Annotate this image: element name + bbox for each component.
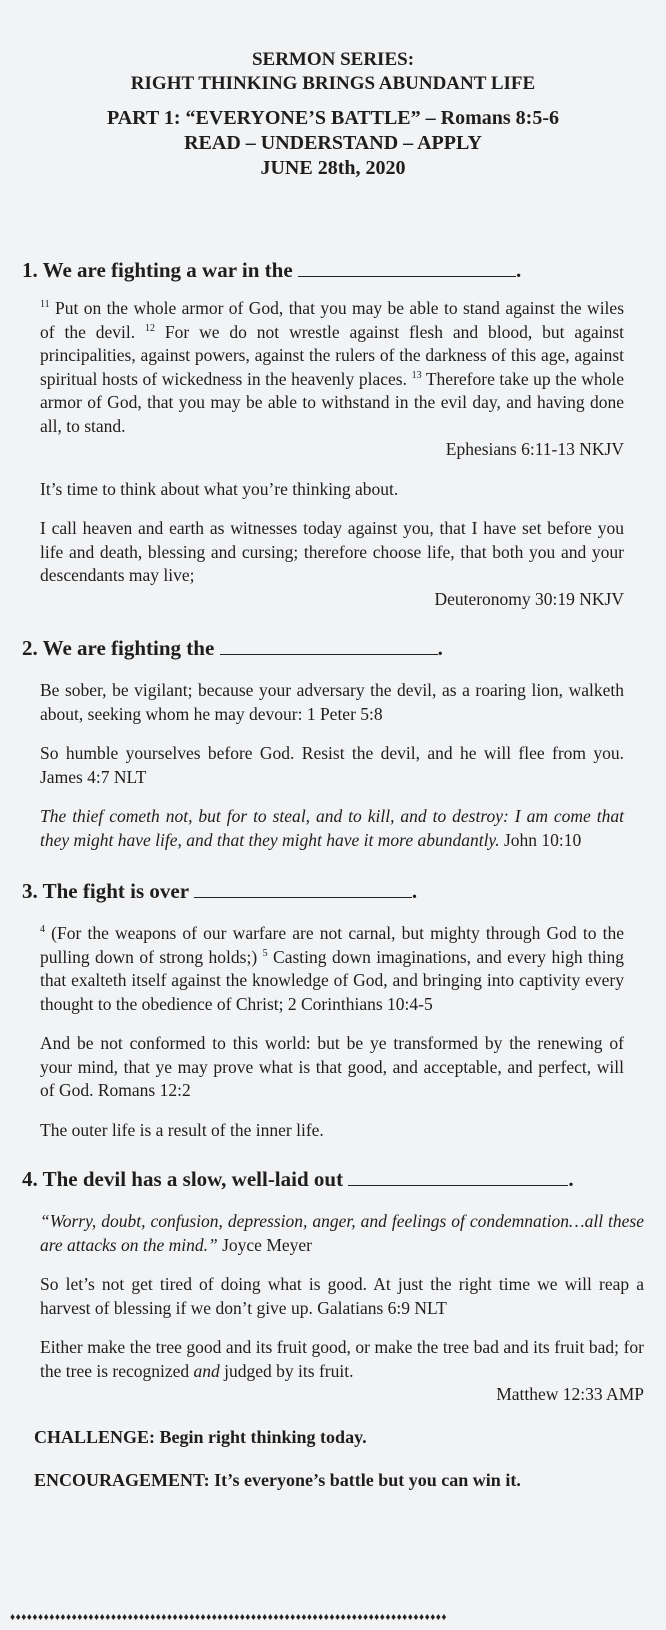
section-2-body — [0, 679, 666, 852]
scripture-paragraph: $^4$ (For the weapons of our warfare are not carnal, but mighty through God to the pulling down of strong holds;) $^5$ Casting down imaginations, and every high thing that exalteth itself against the knowledge of God, and bringing into captivity every thought to the obedience of Christ; 2 Corinthians 10:4-5 — [40, 923, 624, 1014]
section-1 — [0, 257, 666, 283]
verse-number: 13 — [411, 369, 422, 381]
verse-number: 11 — [40, 299, 50, 311]
verse-number: 12 — [145, 322, 156, 334]
scripture-paragraph: So humble yourselves before God. Resist the devil, and he will flee from you. James 4:7 NLT — [40, 743, 624, 787]
fill-in-blank[interactable] — [348, 1167, 568, 1186]
body-paragraph: It’s time to think about what you’re thinking about. — [40, 478, 399, 499]
section-heading: 3. The fight is over . — [22, 879, 418, 903]
section-2 — [0, 635, 666, 661]
section-4-body — [0, 1210, 666, 1407]
series-label: SERMON SERIES: — [251, 49, 415, 70]
body-paragraph: The outer life is a result of the inner life. — [40, 1119, 324, 1140]
scripture-paragraph: The thief cometh not, but for to steal, and to kill, and to destroy: I am come that they might have life, and that they might have it more abundantly. John 10:10 — [40, 806, 624, 850]
scripture-reference: Matthew 12:33 AMP — [496, 1384, 644, 1404]
fill-in-blank[interactable] — [220, 636, 438, 655]
scripture-reference: Deuteronomy 30:19 NKJV — [434, 588, 624, 609]
encouragement-text: ENCOURAGEMENT: It’s everyone’s battle but you can win it. — [34, 1469, 521, 1490]
section-heading: 1. We are fighting a war in the . — [22, 258, 522, 282]
scripture-reference: Ephesians 6:11-13 NKJV — [445, 439, 624, 459]
verse-number: 5 — [262, 947, 268, 959]
scripture-paragraph: I call heaven and earth as witnesses today against you, that I have set before you life and death, blessing and cursing; therefore choose life, that both you and your descendants may live; — [40, 518, 624, 585]
fill-in-blank[interactable] — [298, 258, 516, 277]
series-title: RIGHT THINKING BRINGS ABUNDANT LIFE — [130, 73, 536, 94]
diamond-divider: ♦♦♦♦♦♦♦♦♦♦♦♦♦♦♦♦♦♦♦♦♦♦♦♦♦♦♦♦♦♦♦♦♦♦♦♦♦♦♦♦♦♦♦♦♦♦♦♦♦♦♦♦♦♦♦♦♦♦♦♦♦♦♦♦♦♦♦♦♦♦♦♦♦♦♦♦♦♦ — [10, 1612, 447, 1623]
header — [0, 48, 666, 181]
quote-paragraph: “Worry, doubt, confusion, depression, anger, and feelings of condemnation…all these are attacks on the mind.” Joyce Meyer — [40, 1211, 644, 1255]
verse-number: 4 — [40, 924, 45, 936]
fill-in-blank[interactable] — [194, 879, 412, 898]
challenge-text: CHALLENGE: Begin right thinking today. — [34, 1426, 367, 1447]
tagline: READ – UNDERSTAND – APPLY — [184, 132, 482, 154]
scripture-paragraph: And be not conformed to this world: but be ye transformed by the renewing of your mind, that ye may prove what is that good, and acceptable, and perfect, will of God. Romans 12:2 — [40, 1033, 624, 1100]
section-4 — [0, 1166, 666, 1192]
sermon-date: JUNE 28th, 2020 — [260, 157, 406, 179]
section-3-body — [0, 922, 666, 1142]
section-heading: 4. The devil has a slow, well-laid out . — [22, 1167, 574, 1191]
section-1-body — [0, 297, 666, 611]
scripture-paragraph: Either make the tree good and its fruit good, or make the tree bad and its fruit bad; for the tree is recognized and judged by its fruit. — [40, 1337, 644, 1381]
section-heading: 2. We are fighting the . — [22, 636, 443, 660]
section-3 — [0, 878, 666, 904]
part-title: PART 1: “EVERYONE’S BATTLE” – Romans 8:5-6 — [107, 107, 559, 129]
scripture-paragraph: $^{11}$ Put on the whole armor of God, that you may be able to stand against the wiles of the devil. $^{12}$ For we do not wrestle against flesh and blood, but against principalities, against powers, against the rulers of the darkness of this age, against spiritual hosts of wickedness in the heavenly places. $^{13}$ Therefore take up the whole armor of God, that you may be able to withstand in the evil day, and having done all, to stand. — [40, 298, 625, 436]
scripture-paragraph: Be sober, be vigilant; because your adversary the devil, as a roaring lion, walketh about, seeking whom he may devour: 1 Peter 5:8 — [40, 680, 624, 724]
scripture-paragraph: So let’s not get tired of doing what is good. At just the right time we will reap a harvest of blessing if we don’t give up. Galatians 6:9 NLT — [40, 1274, 644, 1318]
